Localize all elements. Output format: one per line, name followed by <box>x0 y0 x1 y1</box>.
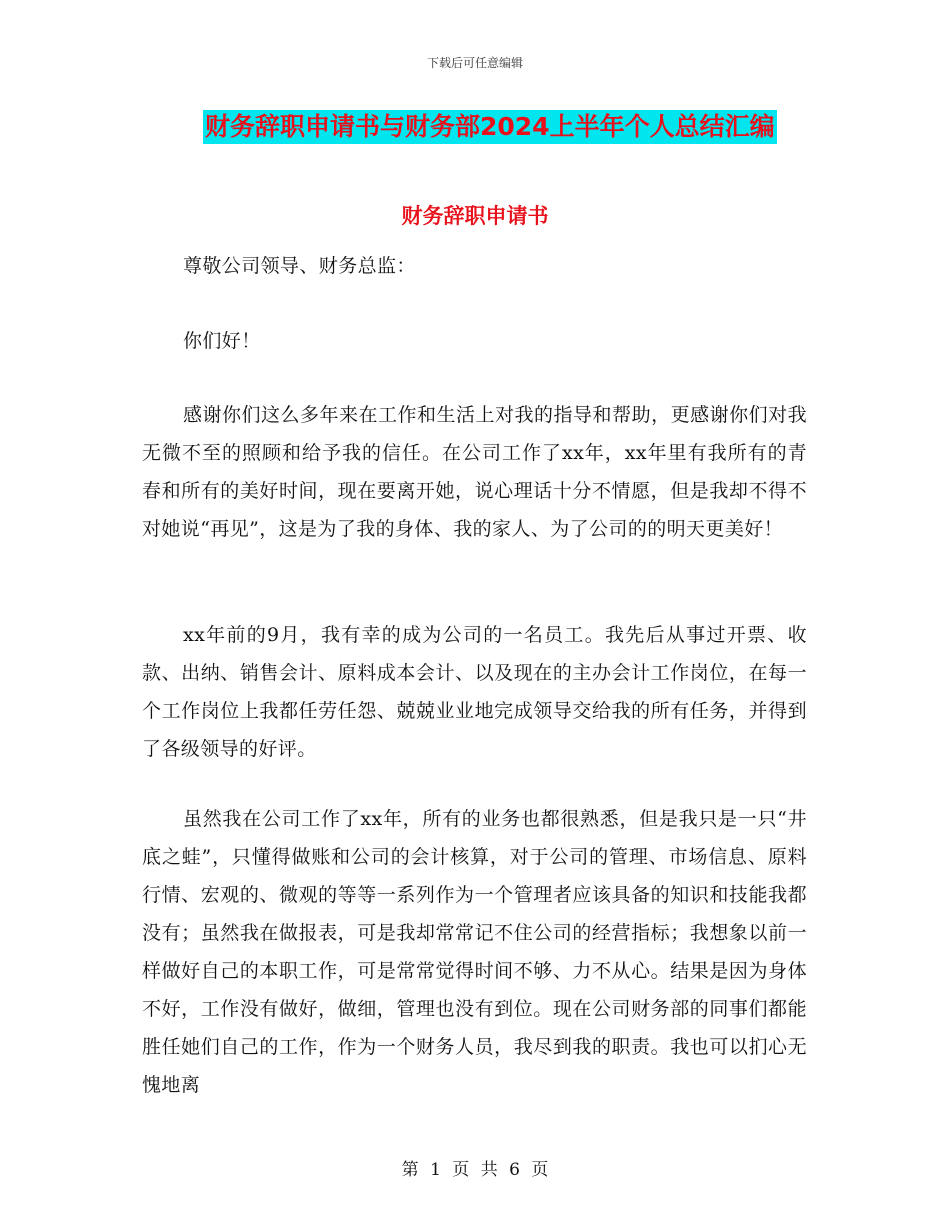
body-paragraph: 虽然我在公司工作了xx年，所有的业务也都很熟悉，但是我只是一只“井底之蛙”，只懂得做账和公司的会计核算，对于公司的管理、市场信息、原料行情、宏观的、微观的等等一系列作为一个管理者应该具备的知识和技能我都没有；虽然我在做报表，可是我却常常记不住公司的经营指标；我想象以前一样做好自己的本职工作，可是常常觉得时间不够、力不从心。结果是因为身体不好，工作没有做好，做细，管理也没有到位。现在公司财务部的同事们都能胜任她们自己的工作，作为一个财务人员，我尽到我的职责。我也可以扪心无愧地离 <box>142 808 807 1096</box>
letter-greeting: 尊敬公司领导、财务总监： <box>183 255 416 277</box>
letter-salutation: 你们好！ <box>183 330 261 352</box>
page-header-note: 下载后可任意编辑 <box>426 56 523 70</box>
section-title: 财务辞职申请书 <box>401 204 549 228</box>
page-number-footer: 第 1 页 共 6 页 <box>401 1160 549 1180</box>
document-title: 财务辞职申请书与财务部2024上半年个人总结汇编 <box>203 110 777 144</box>
body-paragraph: xx年前的9月，我有幸的成为公司的一名员工。我先后从事过开票、收款、出纳、销售会计、原料成本会计、以及现在的主办会计工作岗位，在每一个工作岗位上我都任劳任怨、兢兢业业地完成领导交给我的所有任务，并得到了各级领导的好评。 <box>142 624 807 760</box>
body-paragraph: 感谢你们这么多年来在工作和生活上对我的指导和帮助，更感谢你们对我无微不至的照顾和给予我的信任。在公司工作了xx年，xx年里有我所有的青春和所有的美好时间，现在要离开她，说心理话十分不情愿，但是我却不得不对她说“再见”，这是为了我的身体、我的家人、为了公司的的明天更美好！ <box>142 404 807 540</box>
